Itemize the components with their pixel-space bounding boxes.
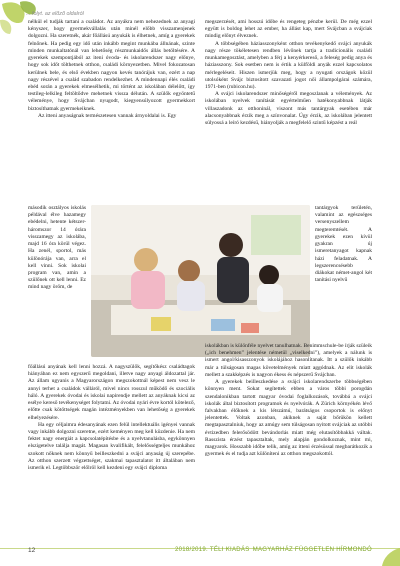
- paragraph: A többségében háziasszonyként otthon tevékenykedő svájci anyukák nagy része tökéletesen rendben lévőnek tartja a tradicionális családi munkamegosztást, amelyben a férj a kenyérkereső, a feleség pedig anya és háziasszony. Sok esetben nem is értik a külföldi anyák ezzel kapcsolatos mérlegeléseit. Hiszen ismerjük meg, hogy a nyugati országok közül utolsóként Svájc biztosított szavazati jogot női állampolgárai számára, 1971-ben (rubicon.hu).: [205, 40, 372, 90]
- page-number: 12: [28, 547, 36, 554]
- paragraph: megszerzését, ami hosszú időbe és rengeteg pénzbe kerül. De még ezzel együtt is boldog lehet az ember, ha állást kap, mert Svájcban a svájciak mindig előnyt élveznek.: [205, 19, 372, 40]
- paragraph: A gyerekek beilleszkedése a svájci iskolarendszerbe többségében könnyen ment. Sokat segítettek ebben a város többi porogdán szendalonikban tartott magyar óvodai foglalkozások, továbbá a svájci iskolák által biztosított programok és nyelvórák. A Zürich környékén lévő falvakban élőknek a kis létszámú, barátságos csoportok is előnyt jelentettek. Voltak azonban, akiknek a saját bőrükön kellett megtapasztalniuk, hogy az amúgy sem túlságosan nyitott svájciak az utóbbi évtizedben felerősödött bevándorlás miatt még elutasítóbbakká váltak. Rasszista érzést tapasztaltak, mely alapján gondolkoznak, mint mi, magyarok. Hosszabb időbe telik, amíg az itteni érzésüssal megbarátkozik a gyermek és el tudja azt különíteni az otthon megszokottól.: [205, 379, 372, 458]
- left-column: [28, 19, 195, 120]
- right-column: [205, 19, 372, 127]
- paragraph: Az itteni anyaságnak természetesen vannak árnyoldalai is. Egy: [38, 112, 177, 119]
- paragraph: Ha egy céljaimra édesanyának ezen felül intellektuális igényei vannak vagy inkább dolgozni szeretne, ezért keményen meg kell küzdenie. Ha nem fektet nagy energiát a kapcsolatépítésbe és a nyelvtanulásba, egykönnyen elszigetelve találja magát. Magasan kvalifikált, felelősségteljes munkához szokott nőknek nem könnyű beilleszkedni a svájci anyaság új szerepébe. Az otthon szerzett végzettséget, szakmai tapasztalatot itt általában nem ismerik el. Legtöbbször előlröl kell kezdeni egy svájci diploma: [28, 421, 195, 472]
- left-column-lower: [28, 364, 195, 472]
- continued-note: ... folyt. az előző oldalról: [26, 11, 84, 17]
- paragraph: második osztályos iskolás példával élve hazamegy ebédelni, hetente kétszer-háromszor 14 órára visszamegy az iskolába, majd 16 óra körül végez. Ha zenél, sportol, más különórája van, arra el kell vinni. Sok iskolai program van, amin a szülőnek ott kell lenni. Ez mind nagy öröm, de: [28, 205, 86, 291]
- wrap-text-right: [315, 205, 372, 284]
- page-footer: [0, 538, 400, 566]
- corner-leaf-icon: [372, 546, 400, 566]
- paragraph: tantárgyok területén, valamint az egészséges versenyszellem megteremtését. A gyerekek ezen kívül gyakran új ismeretanyagot kapnak házi feladatnak. A legszerencsésebb diákokat német-angol két tanítási nyelvű: [315, 205, 372, 284]
- classroom-photo: [91, 205, 310, 357]
- paragraph: főállású anyának kell lenni hozzá. A nagyszülők, segítőkész családtagok hiányában ez nem egyszerű megoldani, illetve nagy anyagi áldozattal jár. Az állam ugyanis a Magyarországon megszokottnál képest nem vesz le annyi terhet a családok válláról, mivel nincs rosszul működő és szociális háló. A gyerekek óvodai és iskolai napirendje mellett az anyáknak kicsi az esélye kereső tevékenységet folytatni. Az óvodai nyári évre kortól kötelező, előtte csak kötöttségek magán intézményekben van lehetőség a gyerekek elhelyezésére.: [28, 364, 195, 421]
- paragraph: A svájci iskolarendszer minőségéről megoszlanak a vélemények. Az iskolában nyelvek tanítását egyértelműen hatékonyabbnak látják villaszadonk az otthoninál, viszont más tantárgyak esetében már alacsonyabbnak érzik meg a színvonalat. Úgy érzik, az iskolában jelentett súlyossá a leíró kezdésű, hiányolják a megfelelő szintű képzést a reál: [205, 91, 372, 127]
- right-column-lower: [205, 343, 372, 459]
- paragraph: iskolákban is különféle nyelvet tanulhatnak. Benimmschule-be írják szüleik („ich benehmen” jelentése németül „viselkedni”), amelyek a nálunk is ismert angol/kisasszonyok iskolájához hasonlítanak. Itt a szülők inkább már a túlságosan magas követelmények miatt aggódnak. Az elit iskolák mellett a szakképzés is nagyon ékess és népszerű Svájcban.: [205, 343, 372, 378]
- publication-name: MAGYARHÁZ FÜGGETLEN HÍRMONDÓ: [252, 547, 372, 553]
- wrap-text-left: [28, 205, 86, 292]
- issue-label: 2018/2019. TÉLI KIADÁS: [175, 547, 250, 553]
- paragraph: nélkül el tudják tartani a családot. Az anyákra nem nehezednek az anyagi kényszer, hogy gyermekvállalás után minél előbb visszamenjenek dolgozni. Ha szeretnék, akár főállású anyukák is élhetnek, amíg a gyerekek felnőnek. Ha pedig egy idő után inkább megint munkába állnának, szinte minden munkaltatónál van lehetőség részmunkaidős állás betöltésére. A gyerekek szempontjából az iteni óvoda- és iskolarendszer nagy előnye, hogy sok időt tölthetnek otthon, családi környezetben. Mivel fokozatosan kerülnek bele, és első években nagyon kevés tanórájuk van, ezért a nap nagy részével a család szabadon rendelkezhet. A mindennapi élés családi ebéd során a gyerekek elmesélhetik, mi történt az iskolában délelőtt, így testileg-lelkileg feltöltődve mehetnek vissza délután. A szülők egyöntetű véleménye, hogy Svájcban nyugodt, kiegyensúlyozott gyermekkort biztosíthatnak gyermekeiknek.: [28, 19, 195, 112]
- photo-illustration-icon: [91, 205, 310, 357]
